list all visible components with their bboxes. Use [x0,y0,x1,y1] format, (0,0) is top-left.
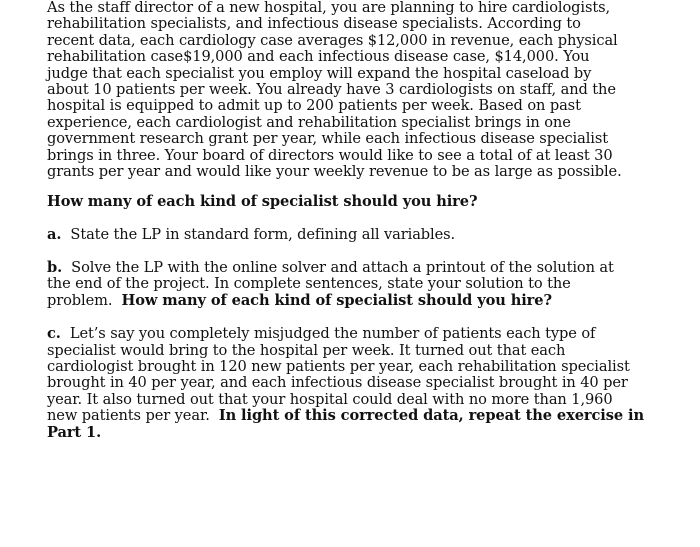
part-b-line: Solve the LP with the online solver and attach a printout of the solution at [71,259,614,277]
part-b-question: How many of each kind of specialist should you hire? [121,291,552,309]
main-question: How many of each kind of specialist should you hire? [47,193,478,211]
part-a-text: State the LP in standard form, defining all variables. [70,225,456,243]
part-b [47,260,687,309]
intro-line: recent data, each cardiology case averages $12,000 in revenue, each physical [47,31,618,49]
part-c-line: brought in 40 per year, and each infectious disease specialist brought in 40 per [47,374,628,392]
part-a [47,227,687,243]
intro-line: judge that each specialist you employ will expand the hospital caseload by [47,64,592,82]
intro-line: rehabilitation specialists, and infectious disease specialists. According to [47,15,581,33]
part-a-label: a. [47,225,62,243]
intro-line: hospital is equipped to admit up to 200 patients per week. Based on past [47,97,581,115]
part-b-label: b. [47,259,63,277]
intro-line: government research grant per year, while each infectious disease specialist [47,130,609,148]
part-c-instruction-end: Part 1. [47,423,102,441]
part-c-line: new patients per year. [47,407,210,425]
problem-document [47,0,687,441]
part-c-instruction: In light of this corrected data, repeat the exercise in [218,407,644,425]
intro-paragraph [47,0,687,180]
part-c-line: cardiologist brought in 120 new patients per year, each rehabilitation specialist [47,358,630,376]
intro-line: grants per year and would like your weekly revenue to be as large as possible. [47,162,622,180]
intro-line: As the staff director of a new hospital, you are planning to hire cardiologists, [47,0,611,16]
part-b-line: the end of the project. In complete sentences, state your solution to the [47,275,571,293]
part-c-line: specialist would bring to the hospital per week. It turned out that each [47,341,566,359]
intro-line: about 10 patients per week. You already have 3 cardiologists on staff, and the [47,80,616,98]
part-c-line: year. It also turned out that your hospital could deal with no more than 1,960 [47,390,613,408]
part-c [47,326,687,441]
intro-line: rehabilitation case$19,000 and each infectious disease case, $14,000. You [47,48,590,66]
part-b-line: problem. [47,291,113,309]
intro-line: experience, each cardiologist and rehabilitation specialist brings in one [47,113,571,131]
part-c-label: c. [47,325,61,343]
part-c-line: Let’s say you completely misjudged the number of patients each type of [69,325,596,343]
intro-line: brings in three. Your board of directors would like to see a total of at least 30 [47,146,613,164]
